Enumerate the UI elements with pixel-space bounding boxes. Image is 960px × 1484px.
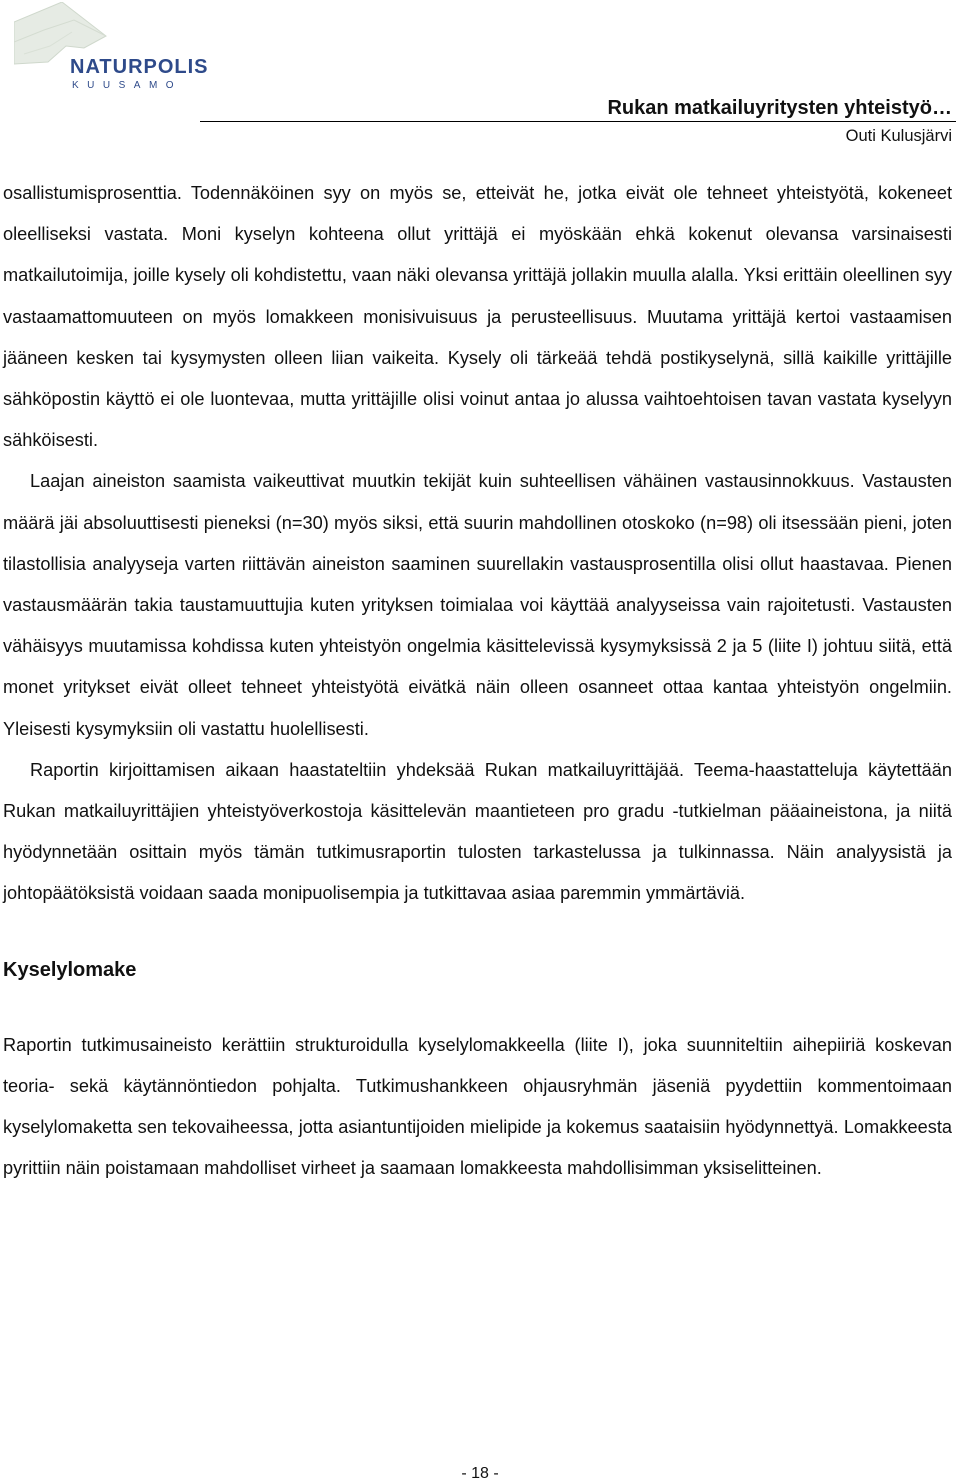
logo-name: NATURPOLIS xyxy=(70,56,209,78)
logo-sub: KUUSAMO xyxy=(72,80,183,91)
paragraph-3: Raportin kirjoittamisen aikaan haastateltiin yhdeksää Rukan matkailuyrittäjää. Teema-haastatteluja käytettään Rukan matkailuyrittäjien yhteistyöverkostoja käsittelevän maantieteen pro gradu -tutkielman pääaineistona, ja niitä hyödynnetään osittain myös tämän tutkimusraportin tulosten tarkastelussa ja tulkinnassa. Näin analyysistä ja johtopäätöksistä voidaan saada monipuolisempia ja tutkittavaa asiaa paremmin ymmärtäviä. xyxy=(3,759,952,904)
document-header-author: Outi Kulusjärvi xyxy=(845,127,952,145)
header-divider xyxy=(200,121,956,122)
paragraph-2: Laajan aineiston saamista vaikeuttivat muutkin tekijät kuin suhteellisen vähäinen vastausinnokkuus. Vastausten määrä jäi absoluuttisesti pieneksi (n=30) myös siksi, että suurin mahdollinen otoskoko (n=98) oli itsessään pieni, joten tilastollisia analyyseja varten riittävän aineiston saaminen suurellakin vastausprosentilla olisi ollut haastavaa. Pienen vastausmäärän takia taustamuuttujia kuten yrityksen toimialaa voi käyttää analyyseissa vain rajoitetusti. Vastausten vähäisyys muutamissa kohdissa kuten yhteistyön ongelmia käsittelevissä kysymyksissä 2 ja 5 (liite I) johtuu siitä, että monet yritykset eivät olleet tehneet yhteistyötä eivätkä näin olleen osanneet ottaa kantaa yhteistyön ongelmiin. Yleisesti kysymyksiin oli vastattu huolellisesti. xyxy=(3,471,952,739)
section-heading: Kyselylomake xyxy=(3,958,137,981)
page-number: - 18 - xyxy=(461,1465,499,1482)
page-body xyxy=(3,173,952,1189)
document-header-title: Rukan matkailuyritysten yhteistyö… xyxy=(607,97,952,119)
paragraph-4: Raportin tutkimusaineisto kerättiin strukturoidulla kyselylomakkeella (liite I), joka suunniteltiin aihepiiriä koskevan teoria- sekä käytännöntiedon pohjalta. Tutkimushankkeen ohjausryhmän jäseniä pyydettiin kommentoimaan kyselylomaketta sen tekovaiheessa, jotta asiantuntijoiden mielipide ja kokemus saataisiin hyödynnettyä. Lomakkeesta pyrittiin näin poistamaan mahdolliset virheet ja saamaan lomakkeesta mahdollisimman yksiselitteinen. xyxy=(3,1034,952,1179)
naturpolis-logo xyxy=(14,2,209,94)
paragraph-1: osallistumisprosenttia. Todennäköinen syy on myös se, etteivät he, jotka eivät ole tehneet yhteistyötä, kokeneet oleelliseksi vastata. Moni kyselyn kohteena ollut yrittäjä ei myöskään ehkä kokenut olevansa varsinaisesti matkailutoimija, joille kysely oli kohdistettu, vaan näki olevansa yrittäjä jollakin muulla alalla. Yksi erittäin oleellinen syy vastaamattomuuteen on myös lomakkeen monisivuisuus ja perusteellisuus. Muutama yrittäjä kertoi vastaamisen jääneen kesken tai kysymysten olleen liian vaikeita. Kysely oli tärkeää tehdä postikyselynä, sillä kaikille yrittäjille sähköpostin käyttö ei ole luontevaa, mutta yrittäjille olisi voinut antaa jo alussa vaihtoehtoisen tavan vastata kyselyyn sähköisesti. xyxy=(3,183,952,451)
